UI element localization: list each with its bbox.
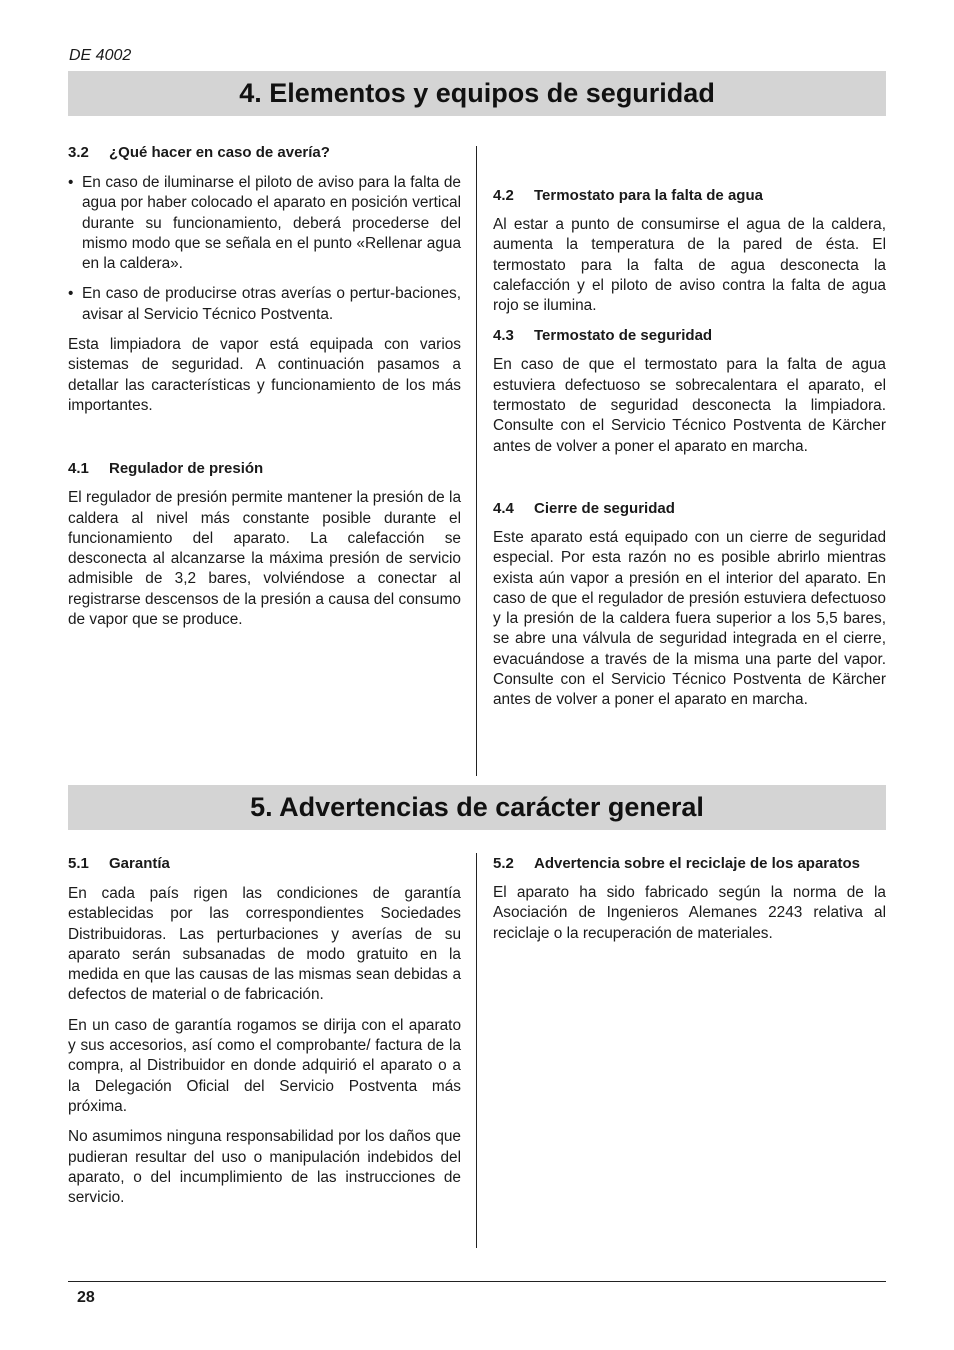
page-number: 28 bbox=[77, 1289, 95, 1306]
bullet-dot: • bbox=[68, 285, 74, 303]
paragraph-4-1: El regulador de presión permite mantener la presión de la caldera al nivel más constante posible durante el funcionamiento del aparato. La calefacción se desconecta al alcanzarse la máxima presión de servicio admisible de 3,2 bares, volviéndose a conectar al registrarse descensos de la presión a causa del consumo de vapor que se produce. bbox=[68, 489, 461, 629]
column-divider bbox=[476, 853, 477, 1248]
section-5-title: 5. Advertencias de carácter general bbox=[68, 785, 886, 830]
paragraph-4-3: En caso de que el termostato para la falta de agua estuviera defectuoso se sobrecalentara el aparato, el termostato de seguridad desconecta la limpiadora. Consulte con el Servicio Técnico Postventa de Kärcher antes de volver a poner el aparato en marcha. bbox=[493, 356, 886, 455]
heading-4-2: 4.2 Termostato para la falta de agua bbox=[493, 187, 763, 204]
intro-paragraph: Esta limpiadora de vapor está equipada con varios sistemas de seguridad. A continuación pasamos a detallar las características y funcionamiento de los más importantes. bbox=[68, 336, 461, 414]
section-4-title: 4. Elementos y equipos de seguridad bbox=[68, 71, 886, 116]
section-5-left-column bbox=[68, 853, 461, 1208]
heading-5-2: 5.2 Advertencia sobre el reciclaje de los aparatos bbox=[493, 855, 860, 872]
paragraph-5-1-c: No asumimos ninguna responsabilidad por los daños que pudieran resultar del uso o manipulación indebidos del aparato, o del incumplimiento de las instrucciones de servicio. bbox=[68, 1128, 461, 1207]
heading-4-3: 4.3 Termostato de seguridad bbox=[493, 327, 713, 345]
heading-5-1: 5.1 Garantía bbox=[68, 855, 170, 872]
bullet-item: • En caso de iluminarse el piloto de aviso para la falta de agua por haber colocado el aparato en posición vertical durante su funcionamiento, deberá procederse del mismo modo que se señala en el punto «Rellenar agua en la caldera». bbox=[68, 173, 461, 274]
heading-3-2: 3.2 ¿Qué hacer en caso de avería? bbox=[68, 144, 330, 161]
paragraph-5-2: El aparato ha sido fabricado según la norma de la Asociación de Ingenieros Alemanes 2243 relativa al reciclaje o la recuperación de materiales. bbox=[493, 884, 886, 942]
paragraph-5-1-a: En cada país rigen las condiciones de garantía establecidas por las correspondientes Sociedades Distribuidoras. Las perturbaciones y averías de su aparato serán subsanadas de modo gratuito en la medida en que las causas de las mismas sean debidas a defectos de material o de fabricación. bbox=[68, 885, 461, 1004]
heading-4-4: 4.4 Cierre de seguridad bbox=[493, 499, 675, 517]
paragraph-4-2: Al estar a punto de consumirse el agua de la caldera, aumenta la temperatura de la pared de ésta. El termostato para la falta de agua desconecta la calefacción y el piloto de aviso contra la falta de agua rojo se ilumina. bbox=[493, 216, 886, 315]
section-5-right-column bbox=[493, 853, 886, 944]
bullet-item: • En caso de producirse otras averías o pertur-baciones, avisar al Servicio Técnico Postventa. bbox=[68, 284, 461, 325]
column-divider bbox=[476, 146, 477, 776]
paragraph-5-1-b: En un caso de garantía rogamos se dirija con el aparato y sus accesorios, así como el comprobante/ factura de la compra, al Distribuidor en donde adquirió el aparato o a la Delegación Oficial del Servicio Postventa más próxima. bbox=[68, 1016, 461, 1115]
section-4-right-column bbox=[493, 185, 886, 711]
section-4-left-column bbox=[68, 142, 461, 630]
footer-rule bbox=[68, 1281, 886, 1282]
bullet-dot: • bbox=[68, 174, 74, 191]
paragraph-4-4: Este aparato está equipado con un cierre de seguridad especial. Por esta razón no es posible abrirlo mientras exista aún vapor a presión en el interior del aparato. En caso de que el regulador de presión estuviera defectuoso y la presión de la caldera fuera superior a los 5,5 bares, se abre una válvula de seguridad integrada en el cierre, evacuándose a través de la misma una parte del vapor. Consulte con el Servicio Técnico Postventa de Kärcher antes de volver a poner el aparato en marcha. bbox=[493, 528, 886, 709]
heading-4-1: 4.1 Regulador de presión bbox=[68, 460, 264, 478]
model-label: DE 4002 bbox=[69, 47, 132, 64]
